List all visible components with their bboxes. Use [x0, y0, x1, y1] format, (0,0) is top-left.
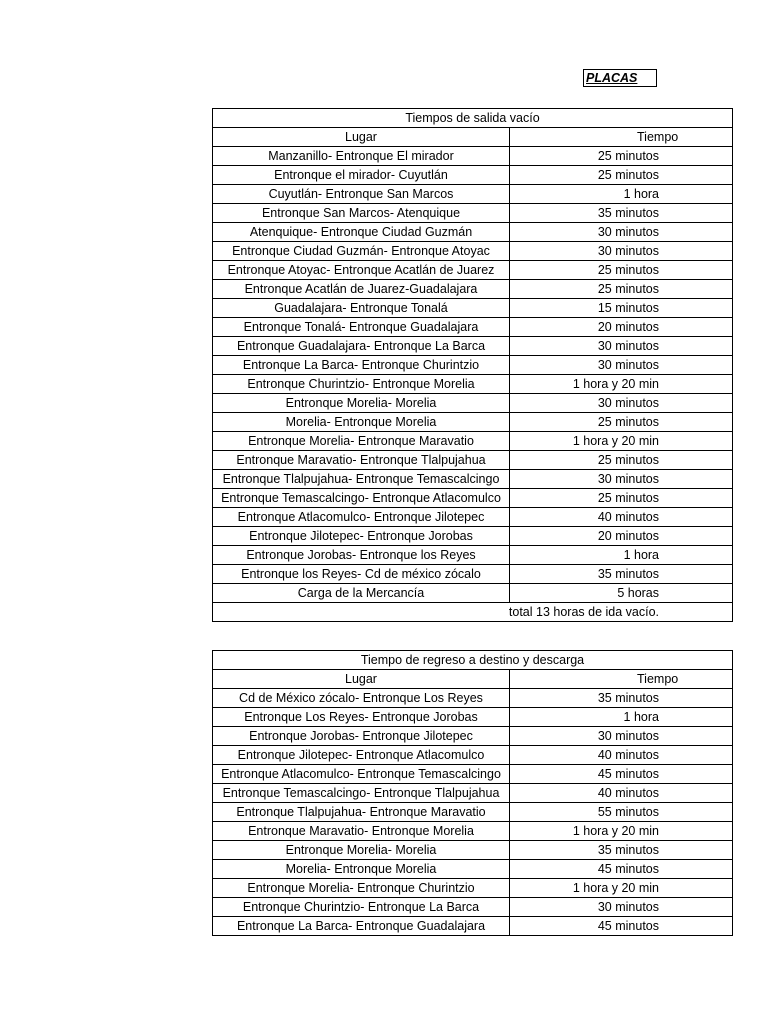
table-row	[213, 356, 733, 375]
lugar-cell: Entronque Atlacomulco- Entronque Temascalcingo	[213, 765, 510, 784]
table-row	[213, 451, 733, 470]
table-row	[213, 803, 733, 822]
tiempo-cell: 1 hora	[510, 185, 733, 204]
lugar-cell: Entronque Tonalá- Entronque Guadalajara	[213, 318, 510, 337]
tiempo-cell: 25 minutos	[510, 451, 733, 470]
table-row	[213, 413, 733, 432]
tiempo-cell: 1 hora y 20 min	[510, 822, 733, 841]
lugar-cell: Entronque Tlalpujahua- Entronque Temascalcingo	[213, 470, 510, 489]
table-row	[213, 166, 733, 185]
lugar-cell: Entronque La Barca- Entronque Guadalajara	[213, 917, 510, 936]
lugar-cell: Entronque Guadalajara- Entronque La Barca	[213, 337, 510, 356]
table-row	[213, 242, 733, 261]
tiempo-cell: 25 minutos	[510, 147, 733, 166]
lugar-cell: Entronque Los Reyes- Entronque Jorobas	[213, 708, 510, 727]
tiempo-cell: 40 minutos	[510, 746, 733, 765]
lugar-cell: Entronque Temascalcingo- Entronque Tlalpujahua	[213, 784, 510, 803]
table-row	[213, 746, 733, 765]
table-row	[213, 489, 733, 508]
table-row	[213, 879, 733, 898]
tiempo-cell: 35 minutos	[510, 689, 733, 708]
table-row	[213, 765, 733, 784]
tiempo-cell: 45 minutos	[510, 765, 733, 784]
header-lugar: Lugar	[213, 670, 510, 689]
tiempo-cell: 15 minutos	[510, 299, 733, 318]
lugar-cell: Guadalajara- Entronque Tonalá	[213, 299, 510, 318]
tiempo-cell: 30 minutos	[510, 727, 733, 746]
table-row	[213, 527, 733, 546]
lugar-cell: Entronque Atoyac- Entronque Acatlán de Juarez	[213, 261, 510, 280]
lugar-cell: Entronque San Marcos- Atenquique	[213, 204, 510, 223]
tiempo-cell: 1 hora	[510, 546, 733, 565]
tiempo-cell: 30 minutos	[510, 337, 733, 356]
tiempo-cell: 1 hora y 20 min	[510, 432, 733, 451]
lugar-cell: Carga de la Mercancía	[213, 584, 510, 603]
lugar-cell: Morelia- Entronque Morelia	[213, 413, 510, 432]
table-row	[213, 822, 733, 841]
lugar-cell: Entronque Jorobas- Entronque los Reyes	[213, 546, 510, 565]
table-row	[213, 508, 733, 527]
lugar-cell: Entronque Ciudad Guzmán- Entronque Atoyac	[213, 242, 510, 261]
table-row	[213, 432, 733, 451]
table-row	[213, 394, 733, 413]
table-row	[213, 375, 733, 394]
lugar-cell: Entronque Jilotepec- Entronque Jorobas	[213, 527, 510, 546]
tiempo-cell: 25 minutos	[510, 280, 733, 299]
lugar-cell: Manzanillo- Entronque El mirador	[213, 147, 510, 166]
salida-table-title: Tiempos de salida vacío	[213, 109, 733, 128]
lugar-cell: Entronque Morelia- Morelia	[213, 841, 510, 860]
regreso-header-row	[213, 670, 733, 689]
table-row	[213, 584, 733, 603]
tiempo-cell: 55 minutos	[510, 803, 733, 822]
table-row	[213, 337, 733, 356]
table-row	[213, 860, 733, 879]
table-row	[213, 204, 733, 223]
lugar-cell: Entronque Maravatio- Entronque Morelia	[213, 822, 510, 841]
tiempo-cell: 35 minutos	[510, 565, 733, 584]
table-row	[213, 223, 733, 242]
lugar-cell: Entronque Atlacomulco- Entronque Jilotepec	[213, 508, 510, 527]
table-row	[213, 689, 733, 708]
lugar-cell: Entronque Morelia- Entronque Maravatio	[213, 432, 510, 451]
tiempo-cell: 30 minutos	[510, 356, 733, 375]
lugar-cell: Entronque Tlalpujahua- Entronque Maravatio	[213, 803, 510, 822]
lugar-cell: Cd de México zócalo- Entronque Los Reyes	[213, 689, 510, 708]
salida-table-container	[212, 108, 679, 622]
tiempo-cell: 30 minutos	[510, 470, 733, 489]
lugar-cell: Entronque Acatlán de Juarez-Guadalajara	[213, 280, 510, 299]
tiempo-cell: 25 minutos	[510, 489, 733, 508]
tiempo-cell: 20 minutos	[510, 527, 733, 546]
lugar-cell: Entronque Maravatio- Entronque Tlalpujahua	[213, 451, 510, 470]
table-row	[213, 727, 733, 746]
salida-table	[212, 108, 733, 622]
tiempo-cell: 35 minutos	[510, 204, 733, 223]
table-row	[213, 470, 733, 489]
lugar-cell: Entronque Temascalcingo- Entronque Atlacomulco	[213, 489, 510, 508]
lugar-cell: Entronque Morelia- Entronque Churintzio	[213, 879, 510, 898]
table-row	[213, 185, 733, 204]
tiempo-cell: 1 hora	[510, 708, 733, 727]
header-lugar: Lugar	[213, 128, 510, 147]
table-row	[213, 318, 733, 337]
lugar-cell: Entronque La Barca- Entronque Churintzio	[213, 356, 510, 375]
tiempo-cell: 30 minutos	[510, 242, 733, 261]
regreso-table	[212, 650, 733, 936]
placas-label: PLACAS	[583, 69, 657, 87]
tiempo-cell: 1 hora y 20 min	[510, 375, 733, 394]
table-row	[213, 898, 733, 917]
tiempo-cell: 45 minutos	[510, 917, 733, 936]
tiempo-cell: 25 minutos	[510, 413, 733, 432]
table-row	[213, 841, 733, 860]
table-row	[213, 917, 733, 936]
lugar-cell: Entronque Jilotepec- Entronque Atlacomulco	[213, 746, 510, 765]
regreso-table-container	[212, 650, 679, 936]
lugar-cell: Entronque Churintzio- Entronque La Barca	[213, 898, 510, 917]
table-row	[213, 708, 733, 727]
regreso-title-row	[213, 651, 733, 670]
table-row	[213, 280, 733, 299]
salida-total-row	[213, 603, 733, 622]
regreso-table-title: Tiempo de regreso a destino y descarga	[213, 651, 733, 670]
table-row	[213, 546, 733, 565]
lugar-cell: Entronque Jorobas- Entronque Jilotepec	[213, 727, 510, 746]
lugar-cell: Atenquique- Entronque Ciudad Guzmán	[213, 223, 510, 242]
tiempo-cell: 1 hora y 20 min	[510, 879, 733, 898]
salida-header-row	[213, 128, 733, 147]
header-tiempo: Tiempo	[510, 670, 733, 689]
tiempo-cell: 30 minutos	[510, 223, 733, 242]
lugar-cell: Entronque Churintzio- Entronque Morelia	[213, 375, 510, 394]
tiempo-cell: 40 minutos	[510, 508, 733, 527]
tiempo-cell: 30 minutos	[510, 394, 733, 413]
salida-total: total 13 horas de ida vacío.	[213, 603, 733, 622]
tiempo-cell: 20 minutos	[510, 318, 733, 337]
table-row	[213, 565, 733, 584]
lugar-cell: Cuyutlán- Entronque San Marcos	[213, 185, 510, 204]
tiempo-cell: 5 horas	[510, 584, 733, 603]
tiempo-cell: 30 minutos	[510, 898, 733, 917]
lugar-cell: Entronque los Reyes- Cd de méxico zócalo	[213, 565, 510, 584]
tiempo-cell: 40 minutos	[510, 784, 733, 803]
lugar-cell: Entronque Morelia- Morelia	[213, 394, 510, 413]
tiempo-cell: 45 minutos	[510, 860, 733, 879]
table-row	[213, 299, 733, 318]
table-row	[213, 261, 733, 280]
tiempo-cell: 25 minutos	[510, 166, 733, 185]
table-row	[213, 784, 733, 803]
tiempo-cell: 25 minutos	[510, 261, 733, 280]
header-tiempo: Tiempo	[510, 128, 733, 147]
lugar-cell: Morelia- Entronque Morelia	[213, 860, 510, 879]
table-row	[213, 147, 733, 166]
lugar-cell: Entronque el mirador- Cuyutlán	[213, 166, 510, 185]
salida-title-row	[213, 109, 733, 128]
tiempo-cell: 35 minutos	[510, 841, 733, 860]
